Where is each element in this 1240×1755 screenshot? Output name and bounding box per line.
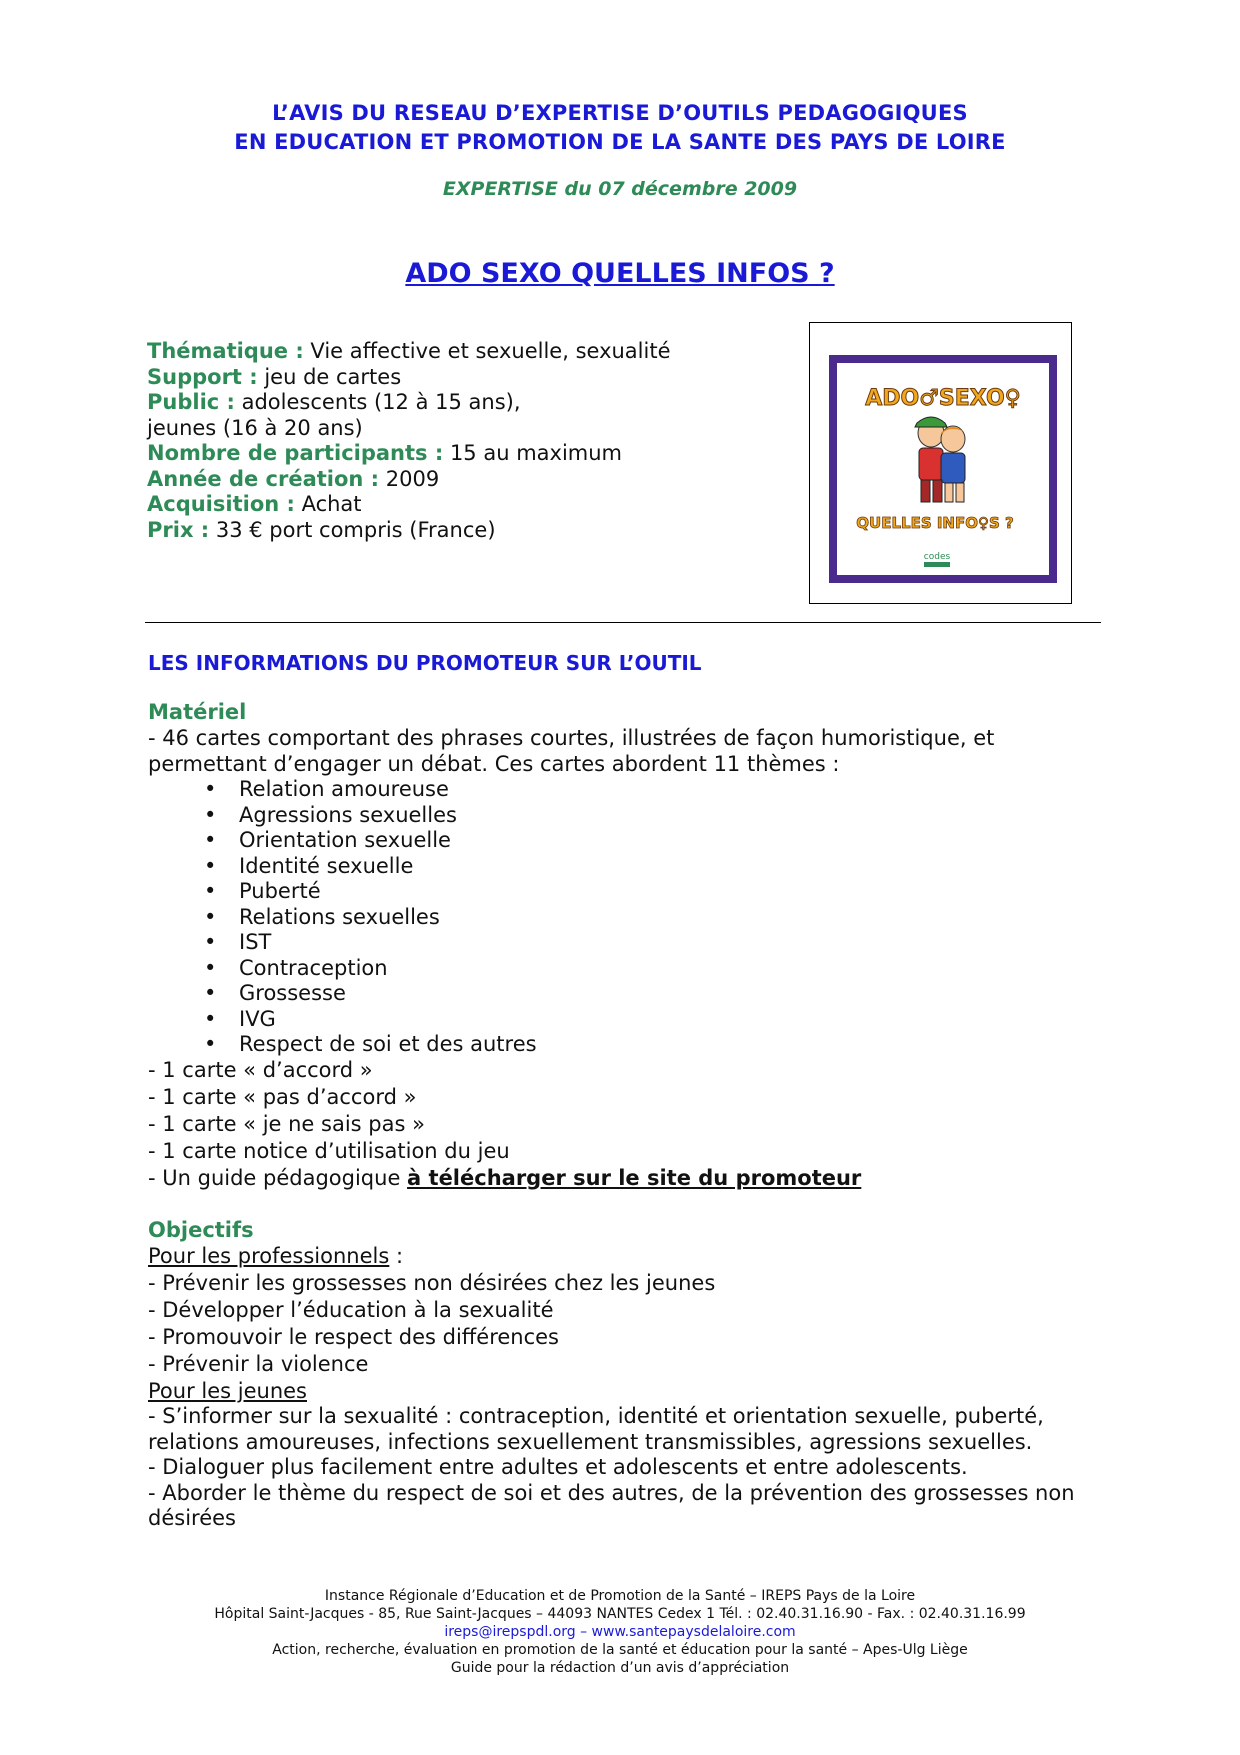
materiel-item: - 1 carte notice d’utilisation du jeu <box>148 1138 510 1163</box>
support-value: jeu de cartes <box>257 364 402 389</box>
cover-logo-text: codes <box>923 552 951 562</box>
theme-list-item: • IST <box>148 930 994 956</box>
pro-objective-item: - Développer l’éducation à la sexualité <box>148 1298 554 1322</box>
page-title: ADO SEXO QUELLES INFOS ? <box>405 258 835 289</box>
theme-list-item: • Identité sexuelle <box>148 854 994 880</box>
cover-frame <box>829 355 1057 583</box>
annee-value: 2009 <box>379 466 440 491</box>
objectifs-heading: Objectifs <box>148 1218 254 1242</box>
header-line-1: L’AVIS DU RESEAU D’EXPERTISE D’OUTILS PEDAGOGIQUES <box>272 101 968 125</box>
cover-top-text: ADO♂SEXO♀ <box>865 386 1021 411</box>
pro-label-suffix: : <box>389 1244 404 1268</box>
cover-illustration <box>837 363 1049 575</box>
theme-list-item: • Relations sexuelles <box>148 905 994 931</box>
theme-list-item: • Orientation sexuelle <box>148 828 994 854</box>
jeunes-lines <box>148 1404 1075 1532</box>
thematique-value: Vie affective et sexuelle, sexualité <box>303 339 671 363</box>
cover-bottom-text: QUELLES INFO♀S ? <box>856 514 1014 532</box>
acquisition-label: Acquisition : <box>147 492 295 516</box>
tool-metadata <box>147 339 671 543</box>
prix-label: Prix : <box>147 517 210 542</box>
jeunes-objective-line: - Dialoguer plus facilement entre adultes et adolescents et entre adolescents. <box>148 1455 968 1479</box>
participants-label: Nombre de participants : <box>147 441 444 465</box>
expertise-date: EXPERTISE du 07 décembre 2009 <box>442 178 798 200</box>
cartoon-teens-icon <box>915 417 965 502</box>
public-label: Public : <box>147 390 235 414</box>
public-value-2: jeunes (16 à 20 ans) <box>147 415 363 440</box>
guide-line <box>148 1166 994 1193</box>
materiel-intro-line-1: - 46 cartes comportant des phrases courtes, illustrées de façon humoristique, et <box>148 726 995 750</box>
footer-line-1: Instance Régionale d’Education et de Promotion de la Santé – IREPS Pays de la Loire <box>324 1588 916 1604</box>
jeunes-objective-line: relations amoureuses, infections sexuellement transmissibles, agressions sexuelles. <box>148 1429 1033 1454</box>
footer-line-4: Action, recherche, évaluation en promotion de la santé et éducation pour la santé – Apes-Ulg Liège <box>272 1642 968 1658</box>
product-cover-image <box>809 322 1072 604</box>
theme-list-item: • Relation amoureuse <box>148 777 994 803</box>
theme-list-item: • Puberté <box>148 879 994 905</box>
materiel-items <box>148 1058 994 1166</box>
themes-list <box>148 777 994 1058</box>
guide-prefix: - Un guide pédagogique <box>148 1165 408 1190</box>
pro-items <box>148 1271 1075 1379</box>
materiel-item: - 1 carte « d’accord » <box>148 1057 373 1082</box>
objectifs-section <box>148 1218 1075 1532</box>
public-value: adolescents (12 à 15 ans), <box>234 390 521 414</box>
jeunes-objective-line: désirées <box>148 1506 236 1530</box>
support-label: Support : <box>147 364 258 389</box>
materiel-item: - 1 carte « pas d’accord » <box>148 1084 417 1109</box>
theme-list-item: • IVG <box>148 1007 994 1033</box>
jeunes-objective-line: - Aborder le thème du respect de soi et des autres, de la prévention des grossesses non <box>148 1480 1075 1505</box>
materiel-intro <box>148 726 994 777</box>
guide-download-link[interactable]: à télécharger sur le site du promoteur <box>407 1165 862 1190</box>
participants-value: 15 au maximum <box>443 441 623 465</box>
pro-objective-item: - Promouvoir le respect des différences <box>148 1325 559 1349</box>
pro-objective-item: - Prévenir les grossesses non désirées chez les jeunes <box>148 1271 716 1295</box>
prix-value: 33 € port compris (France) <box>209 517 496 542</box>
footer-contact-links[interactable]: ireps@irepspdl.org – www.santepaysdelaloire.com <box>444 1624 796 1640</box>
horizontal-divider <box>145 622 1101 623</box>
pro-label-line <box>148 1244 1075 1271</box>
theme-list-item: • Grossesse <box>148 981 994 1007</box>
acquisition-value: Achat <box>294 492 362 516</box>
materiel-item: - 1 carte « je ne sais pas » <box>148 1111 425 1136</box>
thematique-label: Thématique : <box>147 339 304 363</box>
cover-inner <box>837 363 1049 575</box>
footer-line-5: Guide pour la rédaction d’un avis d’appréciation <box>450 1660 790 1676</box>
annee-label: Année de création : <box>147 466 380 491</box>
theme-list-item: • Respect de soi et des autres <box>148 1032 994 1058</box>
cover-logo-bar <box>924 562 950 567</box>
jeunes-objective-line: - S’informer sur la sexualité : contraception, identité et orientation sexuelle, puberté, <box>148 1404 1044 1428</box>
jeunes-label: Pour les jeunes <box>148 1379 307 1403</box>
pro-objective-item: - Prévenir la violence <box>148 1352 369 1376</box>
materiel-heading: Matériel <box>148 700 247 724</box>
header-line-2: EN EDUCATION ET PROMOTION DE LA SANTE DES PAYS DE LOIRE <box>234 130 1006 154</box>
materiel-intro-line-2: permettant d’engager un débat. Ces cartes abordent 11 thèmes : <box>148 751 840 776</box>
pro-label: Pour les professionnels <box>148 1244 390 1268</box>
footer <box>0 1587 1240 1677</box>
footer-line-2: Hôpital Saint-Jacques - 85, Rue Saint-Jacques – 44093 NANTES Cedex 1 Tél. : 02.40.31.16.90 - Fax. : 02.40.31.16.99 <box>214 1606 1026 1622</box>
theme-list-item: • Agressions sexuelles <box>148 803 994 829</box>
theme-list-item: • Contraception <box>148 956 994 982</box>
section-title: LES INFORMATIONS DU PROMOTEUR SUR L’OUTIL <box>148 651 702 675</box>
materiel-section <box>148 700 994 1193</box>
